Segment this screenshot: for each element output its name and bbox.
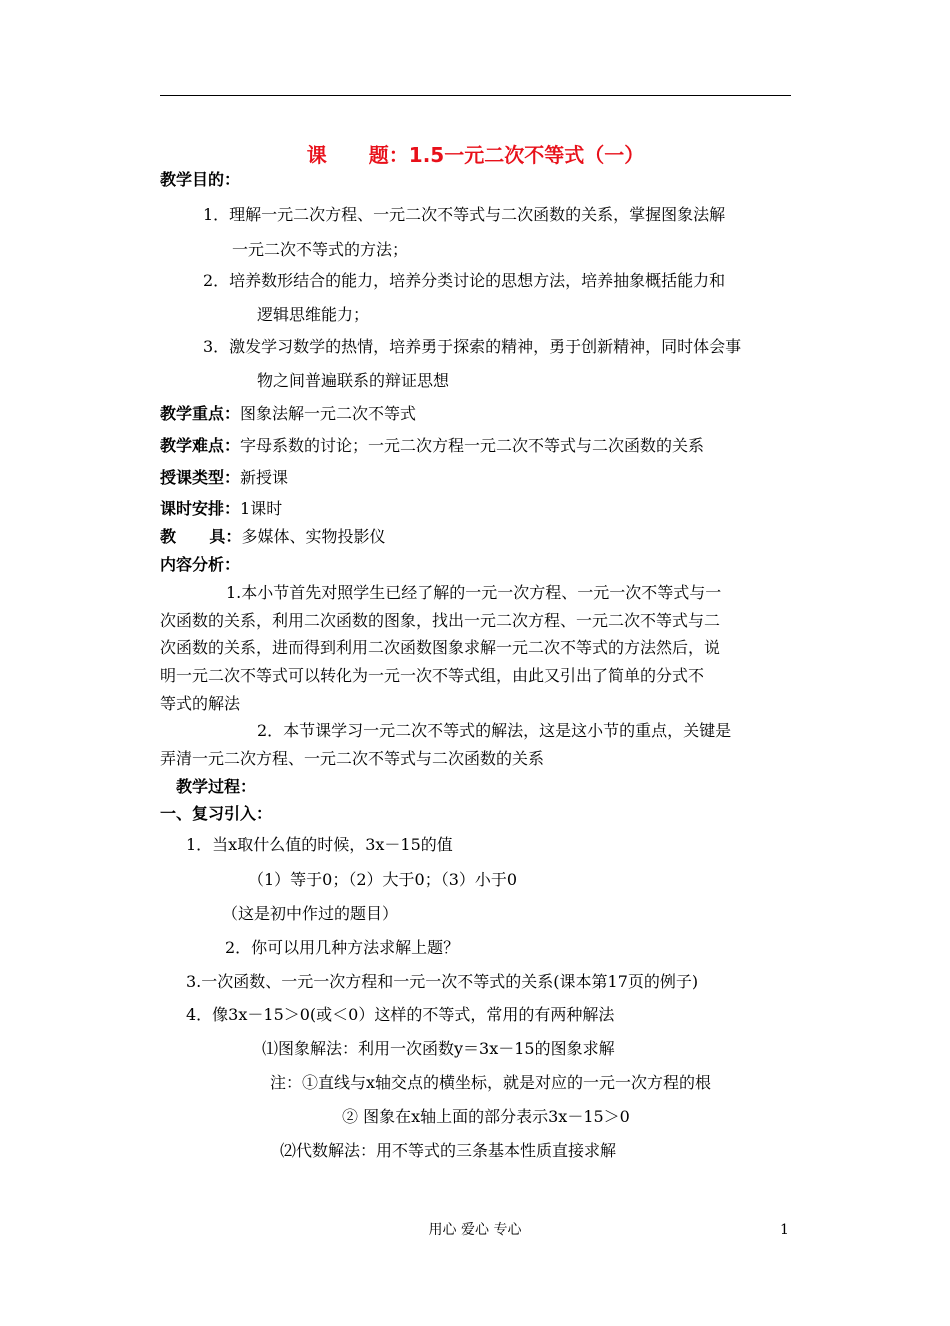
review-q1: 1．当x取什么值的时候，3x－15的值 bbox=[186, 835, 453, 854]
goals-heading: 教学目的： bbox=[160, 170, 241, 189]
review-q1-note: （这是初中作过的题目） bbox=[222, 904, 399, 923]
goal-3-line-2: 物之间普遍联系的辩证思想 bbox=[257, 371, 450, 390]
title-text: 题：1.5一元二次不等式（一） bbox=[368, 143, 645, 167]
header-rule bbox=[160, 95, 791, 96]
key-point: 教学重点：图象法解一元二次不等式 bbox=[160, 404, 417, 423]
review-q1-options: （1）等于0；（2）大于0；（3）小于0 bbox=[248, 870, 518, 889]
analysis-p1-line-4: 明一元二次不等式可以转化为一元一次不等式组，由此又引出了简单的分式不 bbox=[160, 666, 705, 685]
review-q2: 2．你可以用几种方法求解上题？ bbox=[225, 938, 460, 957]
analysis-p1-line-5: 等式的解法 bbox=[160, 694, 241, 713]
section-review-heading: 一、复习引入： bbox=[160, 804, 273, 823]
page-number: 1 bbox=[780, 1222, 789, 1238]
analysis-p2-line-2: 弄清一元二次方程、一元二次不等式与二次函数的关系 bbox=[160, 749, 545, 768]
analysis-p2-line-1: 2．本节课学习一元二次不等式的解法，这是这小节的重点，关键是 bbox=[257, 721, 732, 740]
process-heading: 教学过程： bbox=[176, 777, 257, 796]
lesson-type: 授课类型：新授课 bbox=[160, 468, 289, 487]
method-graph: ⑴图象解法：利用一次函数y＝3x－15的图象求解 bbox=[262, 1039, 615, 1058]
analysis-p1-line-1: 1.本小节首先对照学生已经了解的一元一次方程、一元一次不等式与一 bbox=[226, 583, 722, 602]
goal-3-line-1: 3．激发学习数学的热情，培养勇于探索的精神，勇于创新精神，同时体会事 bbox=[203, 337, 742, 356]
analysis-p1-line-3: 次函数的关系，进而得到利用二次函数图象求解一元二次不等式的方法然后，说 bbox=[160, 638, 721, 657]
teaching-tools: 教 具：多媒体、实物投影仪 bbox=[160, 527, 386, 546]
lesson-title bbox=[160, 142, 791, 168]
difficulty: 教学难点：字母系数的讨论；一元二次方程一元二次不等式与二次函数的关系 bbox=[160, 436, 705, 455]
class-hours: 课时安排：1课时 bbox=[160, 499, 283, 518]
analysis-heading: 内容分析： bbox=[160, 555, 241, 574]
goal-1-line-2: 一元二次不等式的方法； bbox=[232, 240, 409, 259]
analysis-p1-line-2: 次函数的关系，利用二次函数的图象，找出一元二次方程、一元二次不等式与二 bbox=[160, 611, 721, 630]
goal-1-line-1: 1．理解一元二次方程、一元二次不等式与二次函数的关系，掌握图象法解 bbox=[203, 205, 726, 224]
method-algebra: ⑵代数解法：用不等式的三条基本性质直接求解 bbox=[280, 1141, 617, 1160]
method-graph-note-1: 注：①直线与x轴交点的横坐标，就是对应的一元一次方程的根 bbox=[270, 1073, 712, 1092]
method-graph-note-2: ② 图象在x轴上面的部分表示3x－15＞0 bbox=[342, 1107, 630, 1126]
review-q3: 3.一次函数、一元一次方程和一元一次不等式的关系(课本第17页的例子) bbox=[186, 972, 699, 991]
review-q4: 4．像3x－15＞0(或＜0）这样的不等式，常用的有两种解法 bbox=[186, 1005, 615, 1024]
goal-2-line-1: 2．培养数形结合的能力，培养分类讨论的思想方法，培养抽象概括能力和 bbox=[203, 271, 726, 290]
title-prefix: 课 bbox=[306, 143, 327, 167]
footer-slogan: 用心 爱心 专心 bbox=[428, 1222, 522, 1238]
goal-2-line-2: 逻辑思维能力； bbox=[257, 305, 370, 324]
